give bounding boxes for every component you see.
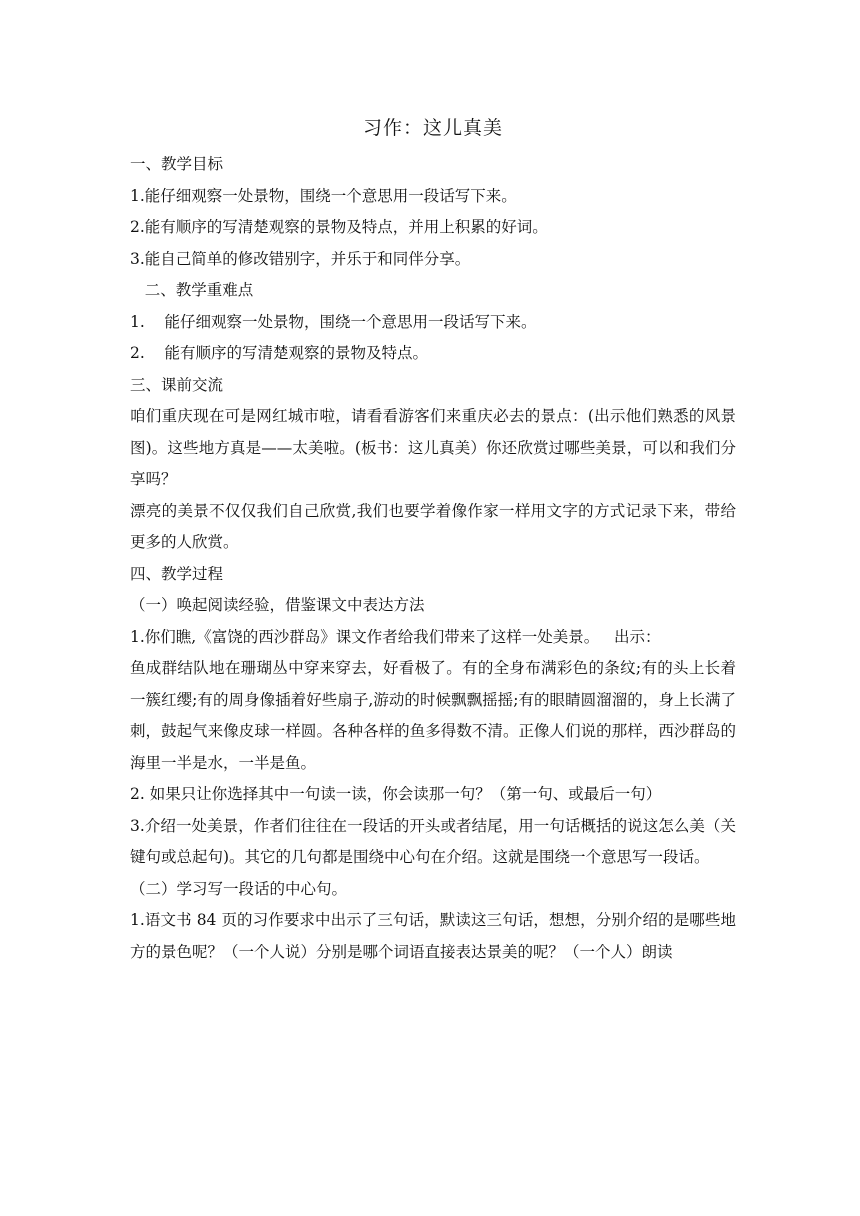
section-heading-process: 四、教学过程	[130, 564, 224, 583]
key-point-item-2: 2. 能有顺序的写清楚观察的景物及特点。	[130, 344, 428, 362]
pre-class-paragraph-2: 漂亮的美景不仅仅我们自己欣赏,我们也要学着像作家一样用文字的方式记录下来，带给更多的人欣赏。	[130, 501, 736, 551]
process-item-1: 1.你们瞧,《富饶的西沙群岛》课文作者给我们带来了这样一处美景。 出示：	[130, 627, 661, 646]
section-heading-key-points: 二、教学重难点	[130, 281, 254, 299]
subsection-heading-2: （二）学习写一段话的中心句。	[130, 879, 348, 898]
section-heading-goals: 一、教学目标	[130, 155, 224, 173]
quoted-passage: 鱼成群结队地在珊瑚丛中穿来穿去，好看极了。有的全身布满彩色的条纹;有的头上长着一簇红缨;有的周身像插着好些扇子,游动的时候飘飘摇摇;有的眼睛圆溜溜的，身上长满了刺，鼓起气来像皮球一样圆。各种各样的鱼多得数不清。正像人们说的那样，西沙群岛的海里一半是水，一半是鱼。	[130, 659, 736, 772]
document-page	[130, 110, 736, 968]
section-heading-pre-class: 三、课前交流	[130, 375, 224, 394]
subsection-heading-1: （一）唤起阅读经验，借鉴课文中表达方法	[130, 596, 425, 614]
goal-item-1: 1.能仔细观察一处景物，围绕一个意思用一段话写下来。	[130, 186, 517, 205]
pre-class-paragraph-1: 咱们重庆现在可是网红城市啦，请看看游客们来重庆必去的景点：(出示他们熟悉的风景图)。这些地方真是——太美啦。(板书：这儿真美）你还欣赏过哪些美景，可以和我们分享吗？	[130, 407, 736, 488]
key-point-item-1: 1. 能仔细观察一处景物，围绕一个意思用一段话写下来。	[130, 312, 537, 331]
goal-item-2: 2.能有顺序的写清楚观察的景物及特点，并用上积累的好词。	[130, 218, 548, 236]
process-item-3: 3.介绍一处美景，作者们往往在一段话的开头或者结尾，用一句话概括的说这怎么美（关键句或总起句)。其它的几句都是围绕中心句在介绍。这就是围绕一个意思写一段话。	[130, 816, 736, 866]
document-title: 习作：这儿真美	[362, 117, 503, 139]
process-item-2: 2. 如果只让你选择其中一句读一读，你会读那一句？（第一句、或最后一句）	[130, 785, 662, 803]
goal-item-3: 3.能自己简单的修改错别字，并乐于和同伴分享。	[130, 249, 471, 268]
subsection-2-item-1: 1.语文书 84 页的习作要求中出示了三句话，默读这三句话，想想，分别介绍的是哪些地方的景色呢？（一个人说）分别是哪个词语直接表达景美的呢？（一个人）朗读	[130, 911, 736, 961]
